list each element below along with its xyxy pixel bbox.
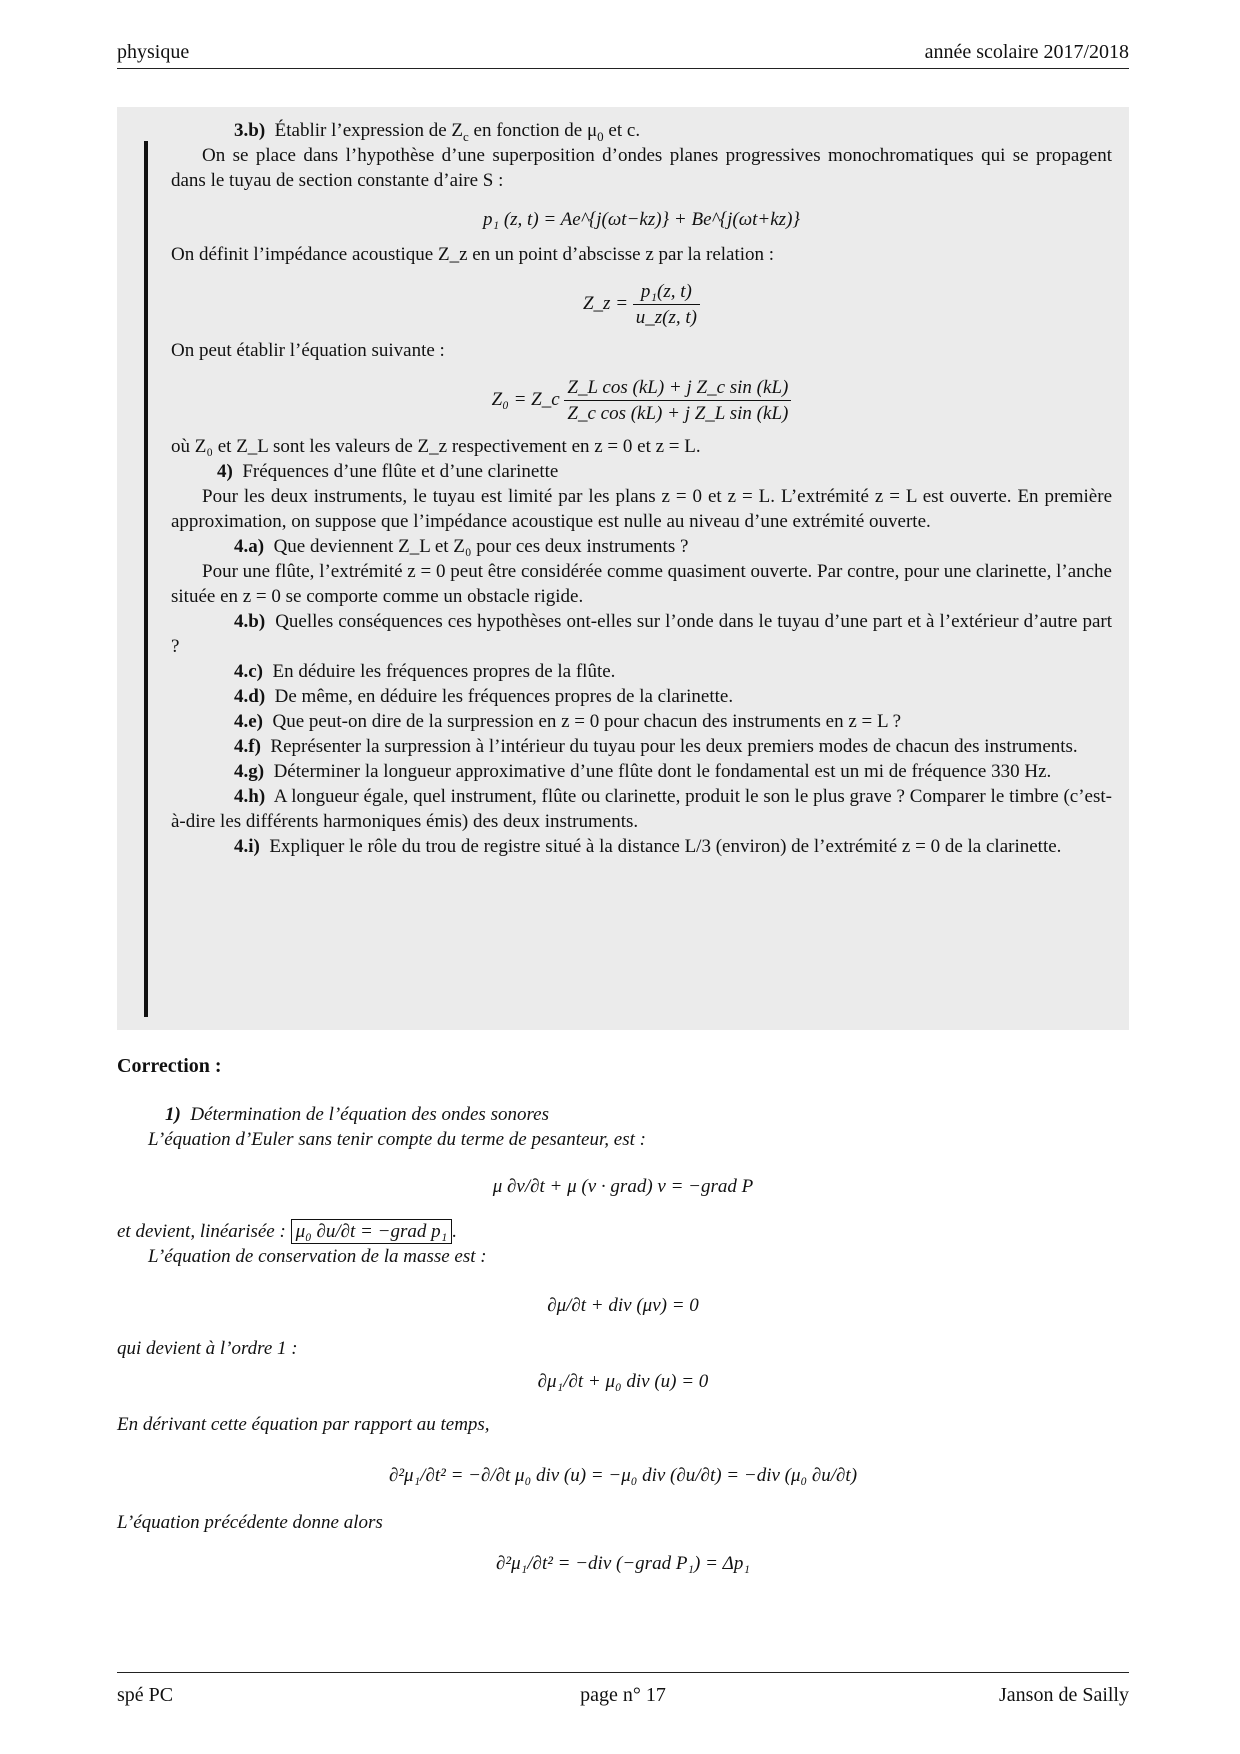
equation-intro: On peut établir l’équation suivante : <box>171 340 445 361</box>
final-intro: L’équation précédente donne alors <box>117 1512 383 1533</box>
question-4a-more: Pour une flûte, l’extrémité z = 0 peut être considérée comme quasiment ouverte. Par contre, pour une clarinette, l’anche située en z = 0 se comporte comme un obstacle rigide. <box>171 561 1112 607</box>
header-year: année scolaire 2017/2018 <box>924 41 1129 63</box>
derivation-intro: En dérivant cette équation par rapport au temps, <box>117 1414 490 1435</box>
question-3b: 3.b) Établir l’expression de $Z_c$ en fonction de $\mu_0$ et c. <box>234 120 641 144</box>
page-header <box>117 40 1129 69</box>
order1-equation: ∂μ₁/∂t + μ₀ div (u) = 0 <box>537 1371 709 1392</box>
exercise-side-bar <box>144 141 148 1017</box>
exercise-text <box>171 118 1112 859</box>
euler-equation: μ ∂v/∂t + μ (v · grad) v = −grad P <box>492 1176 754 1197</box>
question-4h: 4.h) A longueur égale, quel instrument, flûte ou clarinette, produit le son le plus grave ? Comparer le timbre (c’est-à-dire les différents harmoniques émis) des deux instruments. <box>171 786 1112 832</box>
hypothesis-text: On se place dans l’hypothèse d’une superposition d’ondes planes progressives monochromatiques qui se propagent dans le tuyau de section constante d’aire S : <box>171 145 1112 191</box>
footer-page-number: page n° 17 <box>580 1684 666 1706</box>
final-equation: ∂²μ₁/∂t² = −div (−grad P₁) = Δp₁ <box>496 1553 750 1574</box>
derivation-equation: ∂²μ₁/∂t² = −∂/∂t μ₀ div (u) = −μ₀ div (∂u/∂t) = −div (μ₀ ∂u/∂t) <box>388 1465 858 1486</box>
page-footer <box>117 1672 1129 1711</box>
question-4: 4) Fréquences d’une flûte et d’une clarinette <box>217 461 559 482</box>
question-4e: 4.e) Que peut-on dire de la surpression en z = 0 pour chacun des instruments en z = L ? <box>234 711 902 732</box>
linearised-equation: μ₀ ∂u/∂t = −grad p₁ <box>291 1219 453 1244</box>
equation-impedance: Z_z = $\frac{\text{p₁(z, t)}}{u\_z(z, t)}$ <box>171 279 1112 330</box>
linearised-line: et devient, linéarisée : μ₀ ∂u/∂t = −grad p₁ . <box>117 1221 457 1242</box>
correction-title: Correction : <box>117 1055 222 1077</box>
equation-z0: Z₀ = Z_c $\frac{\text{Z\_L cos (kL) + j Z\_c sin (kL)}}{\text{Z\_c cos (kL) + j Z\_L sin (kL)}}$ <box>171 375 1112 426</box>
question-4c: 4.c) En déduire les fréquences propres de la flûte. <box>234 661 616 682</box>
footer-school: Janson de Sailly <box>999 1684 1129 1706</box>
correction-text <box>117 1102 1129 1576</box>
question-4d: 4.d) De même, en déduire les fréquences propres de la clarinette. <box>234 686 734 707</box>
question-4f: 4.f) Représenter la surpression à l’intérieur du tuyau pour les deux premiers modes de chacun des instruments. <box>234 736 1078 757</box>
footer-class: spé PC <box>117 1684 174 1706</box>
euler-intro: L’équation d’Euler sans tenir compte du terme de pesanteur, est : <box>148 1129 646 1150</box>
correction-section-1: 1) Détermination de l’équation des ondes sonores <box>165 1104 549 1125</box>
question-4i: 4.i) Expliquer le rôle du trou de registre situé à la distance L/3 (environ) de l’extrémité z = 0 de la clarinette. <box>234 836 1062 857</box>
question-4-text: Pour les deux instruments, le tuyau est limité par les plans z = 0 et z = L. L’extrémité z = L est ouverte. En première approximation, on suppose que l’impédance acoustique est nulle au niveau d’une extrémité ouverte. <box>171 486 1112 532</box>
order1-intro: qui devient à l’ordre 1 : <box>117 1338 298 1359</box>
where-text: où Z₀ et Z_L sont les valeurs de Z_z respectivement en z = 0 et z = L. <box>171 436 701 457</box>
mass-intro: L’équation de conservation de la masse est : <box>148 1246 487 1267</box>
question-4b: 4.b) Quelles conséquences ces hypothèses ont-elles sur l’onde dans le tuyau d’une part et à l’extérieur d’autre part ? <box>171 611 1113 657</box>
question-4g: 4.g) Déterminer la longueur approximative d’une flûte dont le fondamental est un mi de fréquence 330 Hz. <box>234 761 1052 782</box>
mass-equation: ∂μ/∂t + div (μv) = 0 <box>547 1295 699 1316</box>
equation-p1: p₁ (z, t) = Ae^{j(ωt−kz)} + Be^{j(ωt+kz)} <box>482 209 801 230</box>
question-4a: 4.a) Que deviennent Z_L et Z₀ pour ces deux instruments ? <box>234 536 689 557</box>
header-subject: physique <box>117 41 190 63</box>
impedance-definition: On définit l’impédance acoustique Z_z en un point d’abscisse z par la relation : <box>171 244 775 265</box>
